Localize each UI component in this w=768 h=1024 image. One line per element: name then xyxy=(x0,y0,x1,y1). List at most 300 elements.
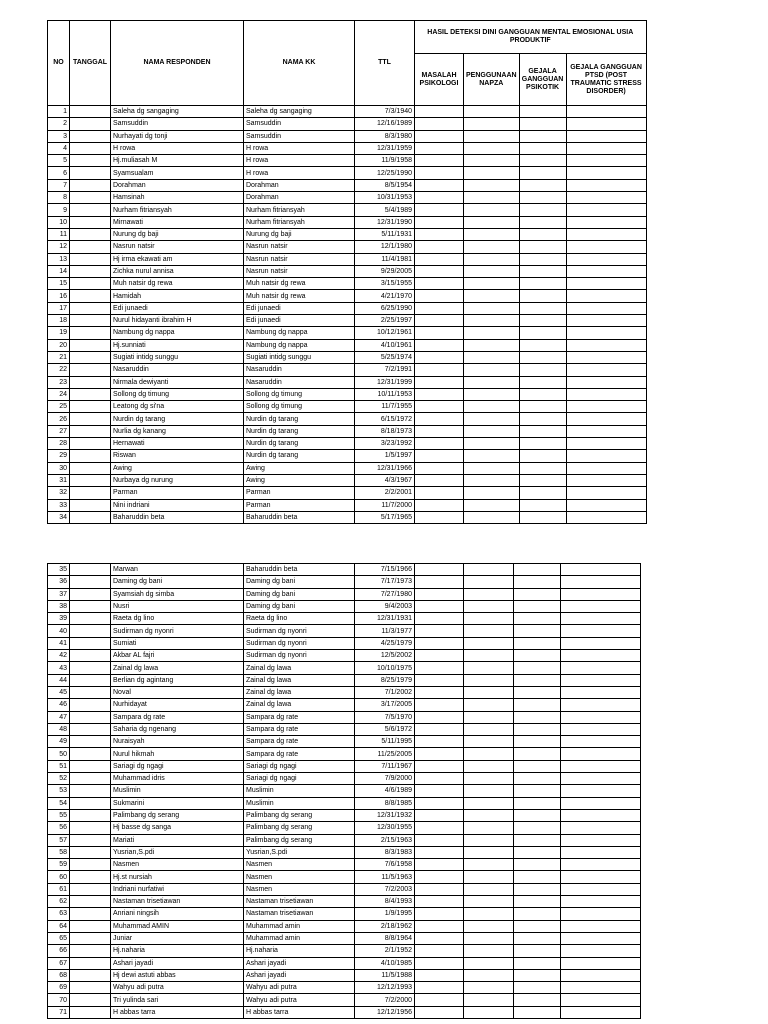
row-masalah-psikologi xyxy=(415,785,464,797)
row-no: 4 xyxy=(48,142,70,154)
header-gejala-psikotik: GEJALA GANGGUAN PSIKOTIK xyxy=(519,54,566,106)
row-nama-kk: Wahyu adi putra xyxy=(244,994,355,1006)
row-ttl: 9/4/2003 xyxy=(355,600,415,612)
table-row xyxy=(48,797,641,809)
row-tanggal xyxy=(70,932,111,944)
row-tanggal xyxy=(70,278,111,290)
row-gejala-psikotik xyxy=(514,773,561,785)
row-ttl: 12/25/1990 xyxy=(355,167,415,179)
table-row xyxy=(48,499,647,511)
row-gejala-ptsd xyxy=(561,809,641,821)
row-no: 12 xyxy=(48,241,70,253)
row-no: 14 xyxy=(48,265,70,277)
row-nama-kk: Sariagi dg ngagi xyxy=(244,773,355,785)
row-tanggal xyxy=(70,982,111,994)
row-penggunaan-napza xyxy=(464,908,514,920)
row-tanggal xyxy=(70,167,111,179)
table-row xyxy=(48,474,647,486)
row-tanggal xyxy=(70,450,111,462)
row-tanggal xyxy=(70,846,111,858)
table-row xyxy=(48,388,647,400)
row-masalah-psikologi xyxy=(415,650,464,662)
row-gejala-ptsd xyxy=(566,487,646,499)
row-gejala-psikotik xyxy=(514,625,561,637)
row-gejala-psikotik xyxy=(514,588,561,600)
row-gejala-ptsd xyxy=(561,686,641,698)
row-gejala-ptsd xyxy=(566,228,646,240)
row-tanggal xyxy=(70,351,111,363)
table-row xyxy=(48,450,647,462)
row-gejala-ptsd xyxy=(561,760,641,772)
row-penggunaan-napza xyxy=(464,674,514,686)
row-penggunaan-napza xyxy=(464,920,514,932)
row-gejala-psikotik xyxy=(514,637,561,649)
row-penggunaan-napza xyxy=(464,401,520,413)
table-row xyxy=(48,625,641,637)
table-row xyxy=(48,920,641,932)
row-penggunaan-napza xyxy=(464,957,514,969)
row-masalah-psikologi xyxy=(415,699,464,711)
row-no: 45 xyxy=(48,686,70,698)
row-penggunaan-napza xyxy=(464,883,514,895)
row-no: 32 xyxy=(48,487,70,499)
row-tanggal xyxy=(70,785,111,797)
row-nama-responden: Ashari jayadi xyxy=(111,957,244,969)
row-nama-kk: Nambung dg nappa xyxy=(244,339,355,351)
row-no: 2 xyxy=(48,118,70,130)
row-tanggal xyxy=(70,588,111,600)
row-gejala-psikotik xyxy=(519,327,566,339)
row-ttl: 12/5/2002 xyxy=(355,650,415,662)
row-gejala-ptsd xyxy=(561,871,641,883)
row-nama-kk: Dorahman xyxy=(244,192,355,204)
row-ttl: 11/5/1963 xyxy=(355,871,415,883)
row-ttl: 2/15/1963 xyxy=(355,834,415,846)
row-nama-kk: Nasaruddin xyxy=(244,376,355,388)
row-no: 60 xyxy=(48,871,70,883)
row-gejala-psikotik xyxy=(514,896,561,908)
row-no: 10 xyxy=(48,216,70,228)
header-nama-kk: NAMA KK xyxy=(244,21,355,106)
row-masalah-psikologi xyxy=(415,302,464,314)
row-masalah-psikologi xyxy=(415,920,464,932)
row-ttl: 7/2/2000 xyxy=(355,994,415,1006)
row-penggunaan-napza xyxy=(464,290,520,302)
row-gejala-ptsd xyxy=(561,613,641,625)
row-masalah-psikologi xyxy=(415,253,464,265)
row-ttl: 11/25/2005 xyxy=(355,748,415,760)
row-no: 15 xyxy=(48,278,70,290)
row-no: 18 xyxy=(48,315,70,327)
row-masalah-psikologi xyxy=(415,155,464,167)
row-nama-kk: Sampara dg rate xyxy=(244,711,355,723)
row-gejala-ptsd xyxy=(566,339,646,351)
row-penggunaan-napza xyxy=(464,376,520,388)
table-row xyxy=(48,809,641,821)
row-gejala-ptsd xyxy=(561,908,641,920)
row-tanggal xyxy=(70,908,111,920)
row-gejala-ptsd xyxy=(561,822,641,834)
table-row xyxy=(48,290,647,302)
row-gejala-ptsd xyxy=(561,785,641,797)
row-ttl: 3/15/1955 xyxy=(355,278,415,290)
row-ttl: 7/11/1967 xyxy=(355,760,415,772)
row-nama-responden: Hj basse dg sanga xyxy=(111,822,244,834)
row-nama-responden: H abbas tarra xyxy=(111,1006,244,1018)
row-gejala-ptsd xyxy=(561,637,641,649)
table-row xyxy=(48,339,647,351)
row-nama-kk: Edi junaedi xyxy=(244,302,355,314)
row-gejala-ptsd xyxy=(566,216,646,228)
table-row xyxy=(48,736,641,748)
row-tanggal xyxy=(70,957,111,969)
row-no: 66 xyxy=(48,945,70,957)
row-tanggal xyxy=(70,822,111,834)
row-ttl: 4/10/1985 xyxy=(355,957,415,969)
table-row xyxy=(48,327,647,339)
table-row xyxy=(48,982,641,994)
row-nama-kk: Sudirman dg nyonri xyxy=(244,650,355,662)
row-gejala-ptsd xyxy=(561,1006,641,1018)
row-gejala-ptsd xyxy=(566,450,646,462)
row-tanggal xyxy=(70,564,111,576)
row-ttl: 8/8/1964 xyxy=(355,932,415,944)
row-nama-responden: Sampara dg rate xyxy=(111,711,244,723)
row-gejala-psikotik xyxy=(519,118,566,130)
row-nama-kk: Nurdin dg tarang xyxy=(244,413,355,425)
row-gejala-ptsd xyxy=(561,969,641,981)
row-nama-kk: Muh natsir dg rewa xyxy=(244,290,355,302)
row-ttl: 10/31/1953 xyxy=(355,192,415,204)
row-nama-responden: Nusri xyxy=(111,600,244,612)
row-gejala-psikotik xyxy=(514,613,561,625)
row-tanggal xyxy=(70,773,111,785)
row-ttl: 12/16/1989 xyxy=(355,118,415,130)
row-nama-kk: Palimbang dg serang xyxy=(244,822,355,834)
row-masalah-psikologi xyxy=(415,969,464,981)
row-gejala-psikotik xyxy=(519,499,566,511)
row-penggunaan-napza xyxy=(464,265,520,277)
row-penggunaan-napza xyxy=(464,896,514,908)
row-gejala-psikotik xyxy=(519,401,566,413)
row-no: 11 xyxy=(48,228,70,240)
row-tanggal xyxy=(70,204,111,216)
row-gejala-ptsd xyxy=(561,994,641,1006)
row-no: 35 xyxy=(48,564,70,576)
table-row xyxy=(48,846,641,858)
row-masalah-psikologi xyxy=(415,228,464,240)
row-nama-kk: Nasrun natsir xyxy=(244,241,355,253)
row-nama-responden: Riswan xyxy=(111,450,244,462)
row-gejala-psikotik xyxy=(514,650,561,662)
row-no: 38 xyxy=(48,600,70,612)
row-nama-kk: Nasmen xyxy=(244,859,355,871)
row-tanggal xyxy=(70,118,111,130)
row-tanggal xyxy=(70,625,111,637)
row-tanggal xyxy=(70,302,111,314)
row-gejala-psikotik xyxy=(514,1006,561,1018)
row-penggunaan-napza xyxy=(464,785,514,797)
row-gejala-ptsd xyxy=(561,982,641,994)
row-tanggal xyxy=(70,650,111,662)
row-masalah-psikologi xyxy=(415,748,464,760)
table-row xyxy=(48,748,641,760)
row-masalah-psikologi xyxy=(415,736,464,748)
row-tanggal xyxy=(70,723,111,735)
row-ttl: 10/10/1975 xyxy=(355,662,415,674)
row-masalah-psikologi xyxy=(415,576,464,588)
table-row xyxy=(48,637,641,649)
table-row xyxy=(48,969,641,981)
row-no: 55 xyxy=(48,809,70,821)
row-nama-responden: Tri yulinda sari xyxy=(111,994,244,1006)
row-masalah-psikologi xyxy=(415,686,464,698)
row-no: 50 xyxy=(48,748,70,760)
row-nama-responden: Nurlia dg kanang xyxy=(111,425,244,437)
row-gejala-psikotik xyxy=(519,339,566,351)
row-nama-responden: Nirmala dewiyanti xyxy=(111,376,244,388)
row-masalah-psikologi xyxy=(415,241,464,253)
row-masalah-psikologi xyxy=(415,315,464,327)
row-nama-responden: Zainal dg lawa xyxy=(111,662,244,674)
row-gejala-psikotik xyxy=(519,155,566,167)
row-masalah-psikologi xyxy=(415,290,464,302)
row-masalah-psikologi xyxy=(415,834,464,846)
row-no: 9 xyxy=(48,204,70,216)
row-nama-kk: Nasaruddin xyxy=(244,364,355,376)
row-masalah-psikologi xyxy=(415,600,464,612)
row-gejala-ptsd xyxy=(566,142,646,154)
row-masalah-psikologi xyxy=(415,106,464,118)
row-tanggal xyxy=(70,499,111,511)
row-gejala-ptsd xyxy=(566,315,646,327)
row-gejala-psikotik xyxy=(519,438,566,450)
row-ttl: 11/9/1958 xyxy=(355,155,415,167)
row-gejala-psikotik xyxy=(514,871,561,883)
table-row xyxy=(48,364,647,376)
row-gejala-ptsd xyxy=(566,401,646,413)
header-ttl: TTL xyxy=(355,21,415,106)
row-penggunaan-napza xyxy=(464,438,520,450)
row-penggunaan-napza xyxy=(464,576,514,588)
row-nama-responden: Anriani ningsih xyxy=(111,908,244,920)
row-gejala-psikotik xyxy=(514,809,561,821)
row-nama-kk: Sollong dg timung xyxy=(244,401,355,413)
row-nama-kk: Nurham fitriansyah xyxy=(244,216,355,228)
row-penggunaan-napza xyxy=(464,155,520,167)
table-row xyxy=(48,106,647,118)
row-nama-responden: Palimbang dg serang xyxy=(111,809,244,821)
row-nama-kk: Parman xyxy=(244,499,355,511)
row-nama-responden: Zichka nurul annisa xyxy=(111,265,244,277)
row-tanggal xyxy=(70,920,111,932)
row-gejala-ptsd xyxy=(566,204,646,216)
row-no: 43 xyxy=(48,662,70,674)
row-no: 13 xyxy=(48,253,70,265)
row-no: 30 xyxy=(48,462,70,474)
row-gejala-ptsd xyxy=(561,662,641,674)
table-row xyxy=(48,686,641,698)
row-nama-kk: Daming dg bani xyxy=(244,576,355,588)
row-gejala-psikotik xyxy=(514,785,561,797)
row-ttl: 4/25/1979 xyxy=(355,637,415,649)
row-tanggal xyxy=(70,179,111,191)
table-row xyxy=(48,130,647,142)
row-tanggal xyxy=(70,662,111,674)
row-masalah-psikologi xyxy=(415,809,464,821)
row-penggunaan-napza xyxy=(464,637,514,649)
row-gejala-ptsd xyxy=(561,896,641,908)
row-nama-kk: Raeta dg lino xyxy=(244,613,355,625)
row-masalah-psikologi xyxy=(415,142,464,154)
row-nama-responden: Berlian dg agintang xyxy=(111,674,244,686)
row-masalah-psikologi xyxy=(415,474,464,486)
row-ttl: 5/25/1974 xyxy=(355,351,415,363)
row-masalah-psikologi xyxy=(415,364,464,376)
row-nama-responden: Leatong dg si'na xyxy=(111,401,244,413)
row-nama-kk: H rowa xyxy=(244,155,355,167)
row-nama-kk: Baharuddin beta xyxy=(244,564,355,576)
row-ttl: 11/5/1988 xyxy=(355,969,415,981)
row-nama-kk: Awing xyxy=(244,474,355,486)
row-penggunaan-napza xyxy=(464,241,520,253)
row-masalah-psikologi xyxy=(415,588,464,600)
row-gejala-psikotik xyxy=(514,748,561,760)
row-ttl: 2/18/1962 xyxy=(355,920,415,932)
row-penggunaan-napza xyxy=(464,760,514,772)
row-masalah-psikologi xyxy=(415,625,464,637)
row-ttl: 1/5/1997 xyxy=(355,450,415,462)
row-tanggal xyxy=(70,809,111,821)
respondent-table-top xyxy=(47,20,647,524)
row-tanggal xyxy=(70,228,111,240)
row-no: 21 xyxy=(48,351,70,363)
row-no: 31 xyxy=(48,474,70,486)
row-ttl: 2/25/1997 xyxy=(355,315,415,327)
row-nama-kk: Sampara dg rate xyxy=(244,736,355,748)
table-row xyxy=(48,613,641,625)
header-tanggal: TANGGAL xyxy=(70,21,111,106)
row-nama-kk: Nasmen xyxy=(244,883,355,895)
row-no: 49 xyxy=(48,736,70,748)
row-nama-kk: Hj.naharia xyxy=(244,945,355,957)
row-gejala-psikotik xyxy=(514,969,561,981)
row-gejala-ptsd xyxy=(566,155,646,167)
row-tanggal xyxy=(70,711,111,723)
row-nama-responden: Hj dewi astuti abbas xyxy=(111,969,244,981)
row-ttl: 3/23/1992 xyxy=(355,438,415,450)
row-gejala-ptsd xyxy=(561,588,641,600)
row-tanggal xyxy=(70,216,111,228)
row-tanggal xyxy=(70,748,111,760)
row-ttl: 12/31/1999 xyxy=(355,376,415,388)
row-gejala-psikotik xyxy=(519,253,566,265)
row-tanggal xyxy=(70,438,111,450)
row-penggunaan-napza xyxy=(464,364,520,376)
row-no: 27 xyxy=(48,425,70,437)
row-no: 26 xyxy=(48,413,70,425)
row-nama-responden: Raeta dg lino xyxy=(111,613,244,625)
row-nama-kk: Nasmen xyxy=(244,871,355,883)
row-gejala-psikotik xyxy=(519,462,566,474)
row-masalah-psikologi xyxy=(415,204,464,216)
row-masalah-psikologi xyxy=(415,908,464,920)
row-gejala-ptsd xyxy=(566,118,646,130)
row-nama-kk: Nasrun natsir xyxy=(244,265,355,277)
table-row xyxy=(48,662,641,674)
row-tanggal xyxy=(70,600,111,612)
row-ttl: 12/31/1959 xyxy=(355,142,415,154)
row-tanggal xyxy=(70,192,111,204)
row-masalah-psikologi xyxy=(415,674,464,686)
row-nama-kk: Edi junaedi xyxy=(244,315,355,327)
row-penggunaan-napza xyxy=(464,228,520,240)
row-nama-responden: Nurul hikmah xyxy=(111,748,244,760)
row-gejala-ptsd xyxy=(566,167,646,179)
row-gejala-psikotik xyxy=(514,908,561,920)
row-nama-responden: Hernawati xyxy=(111,438,244,450)
row-no: 41 xyxy=(48,637,70,649)
row-ttl: 5/6/1972 xyxy=(355,723,415,735)
row-nama-responden: Hj.st nursiah xyxy=(111,871,244,883)
header-masalah-psikologi: MASALAH PSIKOLOGI xyxy=(415,54,464,106)
row-tanggal xyxy=(70,686,111,698)
row-ttl: 12/12/1993 xyxy=(355,982,415,994)
row-gejala-ptsd xyxy=(566,511,646,523)
row-penggunaan-napza xyxy=(464,118,520,130)
row-tanggal xyxy=(70,142,111,154)
row-masalah-psikologi xyxy=(415,662,464,674)
row-ttl: 6/25/1990 xyxy=(355,302,415,314)
row-nama-responden: Akbar AL fajri xyxy=(111,650,244,662)
row-nama-kk: Nastaman trisetiawan xyxy=(244,908,355,920)
row-nama-responden: Nurbaya dg nurung xyxy=(111,474,244,486)
row-nama-kk: Wahyu adi putra xyxy=(244,982,355,994)
row-gejala-ptsd xyxy=(566,462,646,474)
row-nama-kk: Sudirman dg nyonri xyxy=(244,625,355,637)
row-penggunaan-napza xyxy=(464,982,514,994)
row-ttl: 7/6/1958 xyxy=(355,859,415,871)
row-nama-responden: Nasaruddin xyxy=(111,364,244,376)
row-gejala-ptsd xyxy=(561,957,641,969)
row-tanggal xyxy=(70,859,111,871)
row-penggunaan-napza xyxy=(464,253,520,265)
row-penggunaan-napza xyxy=(464,994,514,1006)
row-gejala-psikotik xyxy=(519,142,566,154)
row-penggunaan-napza xyxy=(464,969,514,981)
table-row xyxy=(48,253,647,265)
row-gejala-psikotik xyxy=(519,228,566,240)
row-penggunaan-napza xyxy=(464,600,514,612)
row-gejala-ptsd xyxy=(566,425,646,437)
row-tanggal xyxy=(70,376,111,388)
row-nama-responden: Samsuddin xyxy=(111,118,244,130)
row-tanggal xyxy=(70,413,111,425)
row-tanggal xyxy=(70,106,111,118)
row-nama-kk: Yusrian,S.pdi xyxy=(244,846,355,858)
row-masalah-psikologi xyxy=(415,1006,464,1018)
row-gejala-psikotik xyxy=(514,736,561,748)
row-gejala-psikotik xyxy=(519,425,566,437)
row-no: 25 xyxy=(48,401,70,413)
row-nama-responden: Daming dg bani xyxy=(111,576,244,588)
row-nama-responden: Hj irma ekawati am xyxy=(111,253,244,265)
row-penggunaan-napza xyxy=(464,450,520,462)
table-row xyxy=(48,576,641,588)
table-row xyxy=(48,871,641,883)
row-no: 39 xyxy=(48,613,70,625)
row-tanggal xyxy=(70,797,111,809)
